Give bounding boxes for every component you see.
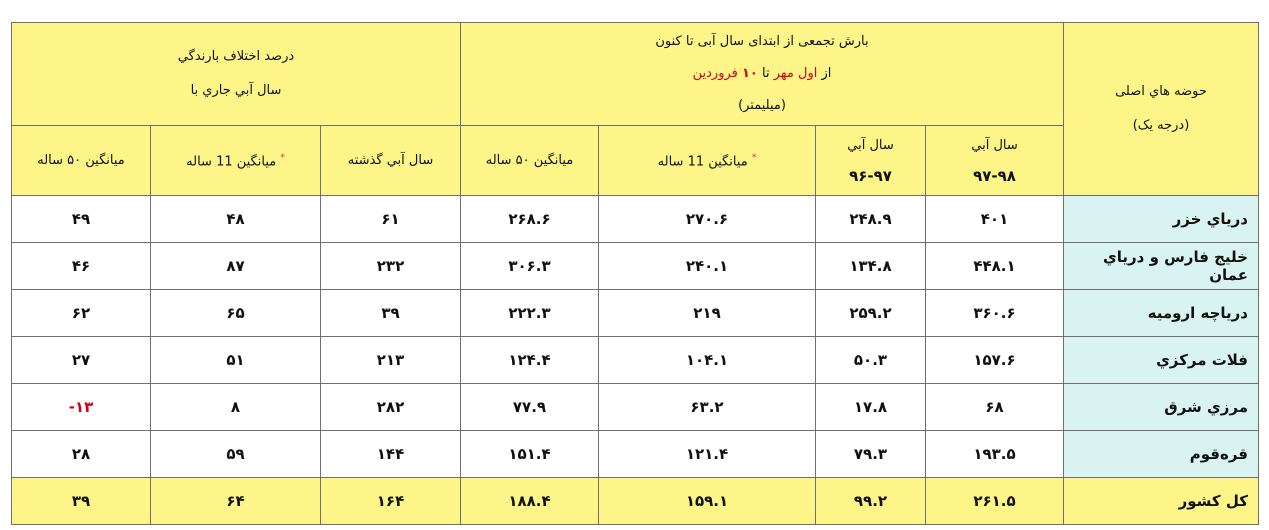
cell-avg50-diff: -۱۳: [12, 384, 151, 431]
col-prev-year-label: سال آبي گذشته: [347, 152, 434, 168]
precip-line2-day: ۱۰: [742, 66, 758, 81]
cell-wy-prev: ۷۹.۳: [816, 431, 926, 478]
cell-avg11-diff: ۸۷: [151, 243, 321, 290]
col-avg11-diff-label: میانگین 11 ساله: [186, 154, 277, 170]
cell-wy-prev: ۱۷.۸: [816, 384, 926, 431]
cell-avg11-diff: ۵۱: [151, 337, 321, 384]
precip-group-line1: بارش تجمعی از ابتدای سال آبی تا کنون: [655, 34, 869, 49]
col-avg11-precip: [599, 126, 816, 196]
cell-avg50-diff: ۳۹: [12, 478, 151, 525]
basin-name: قره‌قوم: [1064, 431, 1259, 478]
table-row: [12, 196, 1259, 243]
diff-group-line2: سال آبي جاري با: [190, 83, 282, 98]
cell-avg50-precip: ۲۲۲.۳: [461, 290, 599, 337]
col-prev-year: [321, 126, 461, 196]
cell-avg50-diff: ۴۶: [12, 243, 151, 290]
table-row: [12, 431, 1259, 478]
precipitation-table-container: [11, 22, 1259, 525]
precip-group-line2: [461, 58, 1063, 90]
cell-wy-prev: ۵۰.۳: [816, 337, 926, 384]
cell-avg50-precip: ۲۶۸.۶: [461, 196, 599, 243]
cell-avg11-diff: ۵۹: [151, 431, 321, 478]
col-wy-prev-year: ۹۶-۹۷: [849, 166, 892, 185]
diff-group-header: [12, 23, 461, 126]
precip-line2-from: از: [821, 66, 832, 81]
table-row: [12, 337, 1259, 384]
cell-prev-year: ۱۴۴: [321, 431, 461, 478]
cell-avg11-precip: ۲۴۰.۱: [599, 243, 816, 290]
cell-avg11-precip: ۲۱۹: [599, 290, 816, 337]
cell-avg50-diff: ۲۷: [12, 337, 151, 384]
basin-name: کل کشور: [1064, 478, 1259, 525]
cell-avg50-precip: ۳۰۶.۳: [461, 243, 599, 290]
basin-name: مرزي شرق: [1064, 384, 1259, 431]
cell-wy-cur: ۱۵۷.۶: [926, 337, 1064, 384]
col-avg11-diff: [151, 126, 321, 196]
cell-wy-cur: ۳۶۰.۶: [926, 290, 1064, 337]
cell-prev-year: ۲۸۲: [321, 384, 461, 431]
precip-line2-start: اول مهر: [773, 66, 818, 81]
cell-avg11-precip: ۱۰۴.۱: [599, 337, 816, 384]
basin-name: خلیج فارس و درياي عمان: [1064, 243, 1259, 290]
basins-header-line2: (درجه يک): [1132, 118, 1190, 133]
cell-avg11-precip: ۲۷۰.۶: [599, 196, 816, 243]
cell-avg11-diff: ۶۵: [151, 290, 321, 337]
cell-avg11-precip: ۱۲۱.۴: [599, 431, 816, 478]
cell-prev-year: ۲۱۳: [321, 337, 461, 384]
precip-group-header: [461, 23, 1064, 126]
precip-line2-to: تا: [762, 66, 770, 81]
col-avg50-diff: [12, 126, 151, 196]
diff-group-line1: درصد اختلاف بارندگي: [177, 49, 295, 64]
col-avg11-precip-label: میانگین 11 ساله: [657, 154, 748, 170]
cell-avg50-diff: ۲۸: [12, 431, 151, 478]
precip-group-line3: (میلیمتر): [738, 98, 786, 113]
cell-prev-year: ۱۶۴: [321, 478, 461, 525]
precipitation-table: [11, 22, 1259, 525]
basins-header: [1064, 23, 1259, 196]
cell-wy-prev: ۱۳۴.۸: [816, 243, 926, 290]
cell-prev-year: ۳۹: [321, 290, 461, 337]
col-wy-prev: [816, 126, 926, 196]
asterisk-mark: *: [751, 153, 757, 164]
cell-avg50-precip: ۷۷.۹: [461, 384, 599, 431]
cell-avg11-diff: ۶۴: [151, 478, 321, 525]
cell-avg11-diff: ۸: [151, 384, 321, 431]
table-row: [12, 243, 1259, 290]
col-avg50-precip: [461, 126, 599, 196]
cell-avg50-diff: ۴۹: [12, 196, 151, 243]
cell-wy-cur: ۲۶۱.۵: [926, 478, 1064, 525]
basin-name: درياي خزر: [1064, 196, 1259, 243]
col-avg50-diff-label: میانگین ۵۰ ساله: [37, 152, 125, 168]
precip-line2-end: فروردین: [692, 66, 738, 81]
col-wy-cur: [926, 126, 1064, 196]
cell-avg50-precip: ۱۲۴.۴: [461, 337, 599, 384]
col-avg50-precip-label: میانگین ۵۰ ساله: [485, 152, 574, 168]
cell-avg11-precip: ۶۳.۲: [599, 384, 816, 431]
cell-wy-cur: ۴۴۸.۱: [926, 243, 1064, 290]
asterisk-mark: *: [280, 153, 285, 164]
cell-prev-year: ۶۱: [321, 196, 461, 243]
basin-name: درياچه اروميه: [1064, 290, 1259, 337]
table-row: [12, 384, 1259, 431]
cell-wy-cur: ۱۹۳.۵: [926, 431, 1064, 478]
cell-wy-cur: ۴۰۱: [926, 196, 1064, 243]
basins-header-line1: حوضه هاي اصلی: [1115, 84, 1207, 99]
col-wy-cur-year: ۹۷-۹۸: [973, 166, 1016, 185]
col-wy-prev-label: سال آبي: [847, 137, 894, 153]
cell-avg50-diff: ۶۲: [12, 290, 151, 337]
col-wy-cur-label: سال آبي: [971, 137, 1018, 153]
table-row-total: [12, 478, 1259, 525]
table-row: [12, 290, 1259, 337]
basin-name: فلات مرکزي: [1064, 337, 1259, 384]
cell-wy-prev: ۲۵۹.۲: [816, 290, 926, 337]
cell-avg11-diff: ۴۸: [151, 196, 321, 243]
cell-avg50-precip: ۱۵۱.۴: [461, 431, 599, 478]
cell-wy-prev: ۲۴۸.۹: [816, 196, 926, 243]
cell-avg50-precip: ۱۸۸.۴: [461, 478, 599, 525]
cell-wy-cur: ۶۸: [926, 384, 1064, 431]
cell-prev-year: ۲۳۲: [321, 243, 461, 290]
cell-wy-prev: ۹۹.۲: [816, 478, 926, 525]
cell-avg11-precip: ۱۵۹.۱: [599, 478, 816, 525]
